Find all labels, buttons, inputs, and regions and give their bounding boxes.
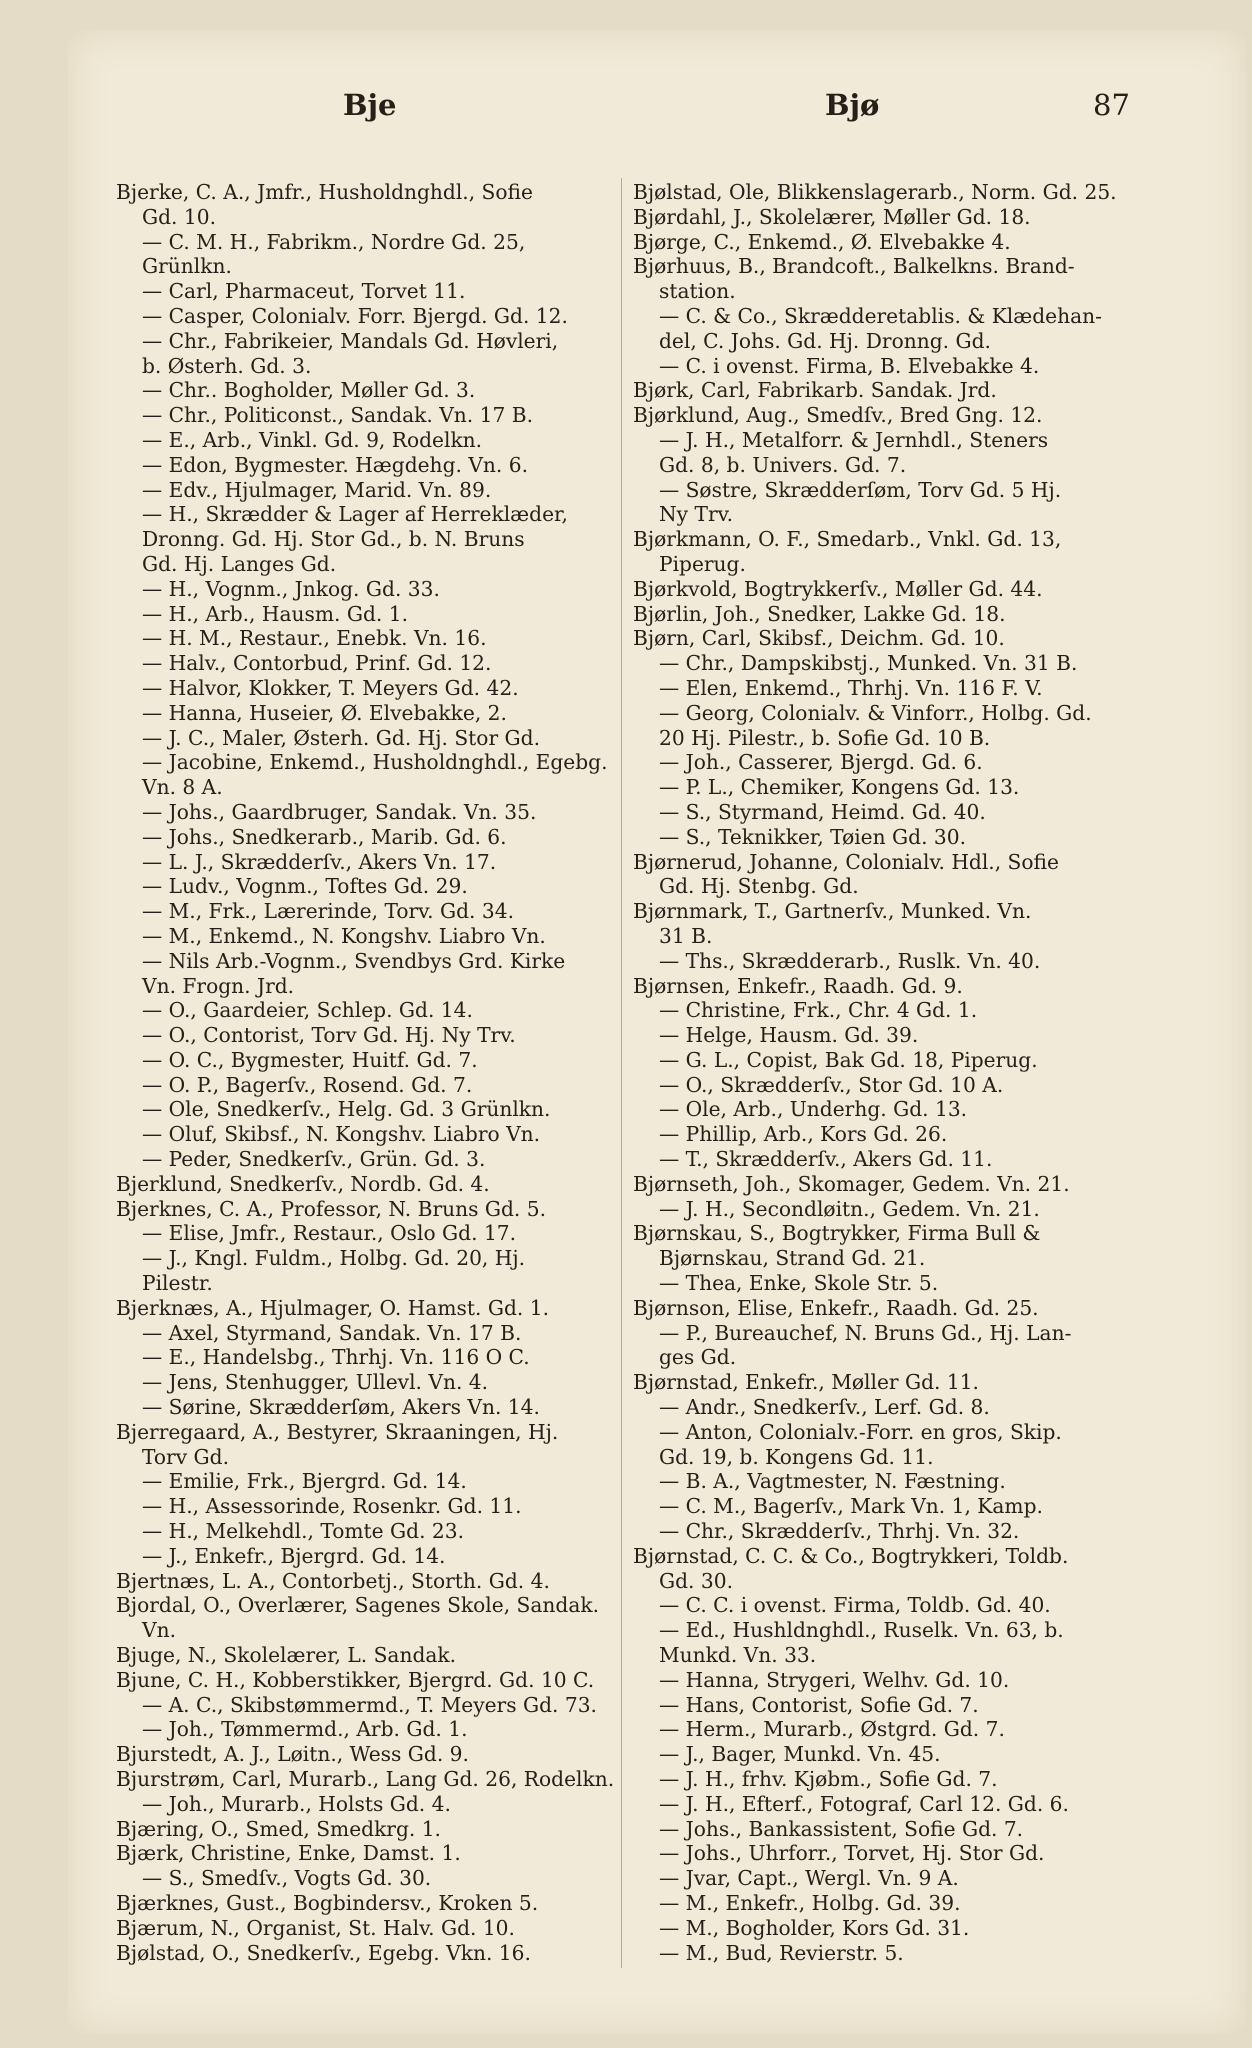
- directory-entry-line: — J. C., Maler, Østerh. Gd. Hj. Stor Gd.: [142, 725, 540, 750]
- directory-entry-line: — Chr., Skrædderſv., Thrhj. Vn. 32.: [659, 1519, 1020, 1544]
- directory-entry-line: Bjølstad, Ole, Blikkenslagerarb., Norm. Gd. 25.: [633, 180, 1117, 204]
- directory-entry-line: Dronng. Gd. Hj. Stor Gd., b. N. Bruns: [142, 527, 525, 552]
- directory-entry-line: — B. A., Vagtmester, N. Fæstning.: [659, 1469, 1006, 1494]
- directory-entry-line: — Emilie, Frk., Bjergrd. Gd. 14.: [142, 1469, 467, 1494]
- directory-entry-line: — C. i ovenst. Firma, B. Elvebakke 4.: [659, 353, 1040, 378]
- directory-entry-line: — Nils Arb.-Vognm., Svendbys Grd. Kirke: [142, 948, 566, 973]
- directory-entry-line: Bjølstad, O., Snedkerſv., Egebg. Vkn. 16.: [116, 1940, 531, 1965]
- directory-entry-line: Bjæring, O., Smed, Smedkrg. 1.: [116, 1816, 441, 1841]
- directory-entry-line: — G. L., Copist, Bak Gd. 18, Piperug.: [659, 1047, 1038, 1072]
- directory-entry-line: Bjørnskau, Strand Gd. 21.: [659, 1246, 926, 1271]
- directory-entry-line: Pilestr.: [142, 1271, 213, 1296]
- directory-entry-line: — Jvar, Capt., Wergl. Vn. 9 A.: [659, 1866, 959, 1891]
- directory-entry-line: Torv Gd.: [142, 1444, 229, 1469]
- directory-entry-line: Gd. 10.: [142, 204, 216, 229]
- directory-entry-line: 20 Hj. Pilestr., b. Sofie Gd. 10 B.: [659, 725, 991, 750]
- directory-entry-line: — C. M., Bagerſv., Mark Vn. 1, Kamp.: [659, 1494, 1043, 1519]
- directory-entry-line: — Johs., Bankassistent, Sofie Gd. 7.: [659, 1816, 1024, 1841]
- directory-page: [68, 30, 1246, 2034]
- directory-entry-line: — Andr., Snedkerſv., Lerf. Gd. 8.: [659, 1395, 990, 1420]
- directory-entry-line: — M., Enkefr., Holbg. Gd. 39.: [659, 1890, 961, 1915]
- page-header: [68, 88, 1246, 138]
- directory-entry-line: Bjærknes, Gust., Bogbindersv., Kroken 5.: [116, 1890, 539, 1915]
- directory-entry-line: Bjerknæs, A., Hjulmager, O. Hamst. Gd. 1.: [116, 1295, 549, 1320]
- directory-entry-line: — Halv., Contorbud, Prinf. Gd. 12.: [142, 651, 492, 676]
- directory-entry-line: Bjærk, Christine, Enke, Damst. 1.: [116, 1841, 461, 1866]
- directory-entry-line: Bjertnæs, L. A., Contorbetj., Storth. Gd. 4.: [116, 1568, 550, 1593]
- directory-entry-line: Bjerke, C. A., Jmfr., Husholdnghdl., Sofie: [116, 180, 533, 204]
- directory-entry-line: 31 B.: [659, 923, 713, 948]
- directory-entry-line: — Georg, Colonialv. & Vinforr., Holbg. Gd.: [659, 700, 1092, 725]
- directory-entry-line: Bjørnerud, Johanne, Colonialv. Hdl., Sofie: [633, 849, 1059, 874]
- directory-entry-line: Vn.: [142, 1618, 176, 1643]
- directory-entry-line: — Helge, Hausm. Gd. 39.: [659, 1023, 919, 1048]
- directory-entry-line: — M., Enkemd., N. Kongshv. Liabro Vn.: [142, 923, 546, 948]
- directory-entry-line: — C. C. i ovenst. Firma, Toldb. Gd. 40.: [659, 1593, 1051, 1618]
- directory-entry-line: — Joh., Casserer, Bjergd. Gd. 6.: [659, 750, 983, 775]
- directory-entry-line: — H., Melkehdl., Tomte Gd. 23.: [142, 1519, 465, 1544]
- directory-entry-line: Bjuge, N., Skolelærer, L. Sandak.: [116, 1643, 457, 1668]
- directory-entry-line: — Ludv., Vognm., Toftes Gd. 29.: [142, 874, 468, 899]
- directory-entry-line: — Ole, Arb., Underhg. Gd. 13.: [659, 1097, 968, 1122]
- directory-entry-line: — S., Smedſv., Vogts Gd. 30.: [142, 1866, 432, 1891]
- directory-entry-line: — H., Assessorinde, Rosenkr. Gd. 11.: [142, 1494, 522, 1519]
- directory-entry-line: Bjørk, Carl, Fabrikarb. Sandak. Jrd.: [633, 378, 997, 403]
- directory-entry-line: — O. C., Bygmester, Huitf. Gd. 7.: [142, 1047, 478, 1072]
- directory-entry-line: — O., Skrædderſv., Stor Gd. 10 A.: [659, 1072, 1004, 1097]
- directory-entry-line: — P., Bureauchef, N. Bruns Gd., Hj. Lan-: [659, 1320, 1072, 1345]
- directory-entry-line: — Johs., Uhrforr., Torvet, Hj. Stor Gd.: [659, 1841, 1045, 1866]
- directory-entry-line: Bjørge, C., Enkemd., Ø. Elvebakke 4.: [633, 229, 1011, 254]
- directory-entry-line: Bjørnstad, C. C. & Co., Bogtrykkeri, Toldb.: [633, 1543, 1069, 1568]
- directory-entry-line: — Hans, Contorist, Sofie Gd. 7.: [659, 1692, 979, 1717]
- directory-entry-line: — J. H., Efterf., Fotograf, Carl 12. Gd. 6.: [659, 1791, 1069, 1816]
- directory-entry-line: — H., Vognm., Jnkog. Gd. 33.: [142, 576, 440, 601]
- directory-entry-line: — A. C., Skibstømmermd., T. Meyers Gd. 73.: [142, 1692, 597, 1717]
- directory-entry-line: — Søstre, Skrædderſøm, Torv Gd. 5 Hj.: [659, 477, 1062, 502]
- directory-entry-line: — Chr., Fabrikeier, Mandals Gd. Høvleri,: [142, 328, 559, 353]
- directory-entry-line: Bjørnstad, Enkefr., Møller Gd. 11.: [633, 1370, 979, 1395]
- directory-entry-line: Vn. 8 A.: [142, 775, 223, 800]
- directory-entry-line: — Joh., Murarb., Holsts Gd. 4.: [142, 1791, 451, 1816]
- directory-entry-line: — J. H., Secondløitn., Gedem. Vn. 21.: [659, 1196, 1040, 1221]
- directory-entry-line: — J. H., Metalforr. & Jernhdl., Steners: [659, 427, 1049, 452]
- directory-entry-line: — Casper, Colonialv. Forr. Bjergd. Gd. 12.: [142, 303, 568, 328]
- directory-entry-line: — Elen, Enkemd., Thrhj. Vn. 116 F. V.: [659, 675, 1043, 700]
- directory-entry-line: Piperug.: [659, 551, 746, 576]
- directory-entry-line: Bjerklund, Snedkerſv., Nordb. Gd. 4.: [116, 1171, 490, 1196]
- directory-entry-line: — Johs., Snedkerarb., Marib. Gd. 6.: [142, 824, 507, 849]
- directory-entry-line: — Hanna, Strygeri, Welhv. Gd. 10.: [659, 1667, 1010, 1692]
- directory-entry-line: — H., Skrædder & Lager af Herreklæder,: [142, 502, 568, 527]
- directory-entry-line: del, C. Johs. Gd. Hj. Dronng. Gd.: [659, 328, 991, 353]
- directory-entry-line: — Ole, Snedkerſv., Helg. Gd. 3 Grünlkn.: [142, 1097, 551, 1122]
- directory-entry-line: Gd. Hj. Stenbg. Gd.: [659, 874, 859, 899]
- directory-entry-line: station.: [659, 279, 736, 304]
- directory-entry-line: — T., Skrædderſv., Akers Gd. 11.: [659, 1147, 993, 1172]
- directory-entry-line: — Sørine, Skrædderſøm, Akers Vn. 14.: [142, 1395, 540, 1420]
- directory-entry-line: — Halvor, Klokker, T. Meyers Gd. 42.: [142, 675, 519, 700]
- directory-entry-line: — P. L., Chemiker, Kongens Gd. 13.: [659, 775, 1020, 800]
- directory-entry-line: Gd. Hj. Langes Gd.: [142, 551, 337, 576]
- directory-entry-line: Bjørnson, Elise, Enkefr., Raadh. Gd. 25.: [633, 1295, 1039, 1320]
- directory-entry-line: Munkd. Vn. 33.: [659, 1643, 817, 1668]
- directory-entry-line: — Joh., Tømmermd., Arb. Gd. 1.: [142, 1717, 468, 1742]
- directory-entry-line: — H., Arb., Hausm. Gd. 1.: [142, 601, 408, 626]
- directory-entry-line: Bjørnskau, S., Bogtrykker, Firma Bull &: [633, 1221, 1041, 1246]
- directory-entry-line: Bjørklund, Aug., Smedſv., Bred Gng. 12.: [633, 403, 1043, 428]
- directory-entry-line: — Johs., Gaardbruger, Sandak. Vn. 35.: [142, 799, 537, 824]
- directory-entry-line: — Christine, Frk., Chr. 4 Gd. 1.: [659, 998, 978, 1023]
- directory-entry-line: — O. P., Bagerſv., Rosend. Gd. 7.: [142, 1072, 473, 1097]
- directory-entry-line: — Chr., Politiconst., Sandak. Vn. 17 B.: [142, 403, 533, 428]
- directory-entry-line: — O., Gaardeier, Schlep. Gd. 14.: [142, 998, 473, 1023]
- directory-entry-line: Bjærum, N., Organist, St. Halv. Gd. 10.: [116, 1915, 515, 1940]
- directory-entry-line: Bjurstrøm, Carl, Murarb., Lang Gd. 26, Rodelkn.: [116, 1767, 615, 1791]
- directory-entry-line: — Edv., Hjulmager, Marid. Vn. 89.: [142, 477, 492, 502]
- header-left-keyword: Bje: [343, 88, 397, 122]
- directory-entry-line: Bjørdahl, J., Skolelærer, Møller Gd. 18.: [633, 204, 1031, 229]
- directory-entry-line: ges Gd.: [659, 1345, 737, 1370]
- directory-entry-line: — J., Enkefr., Bjergrd. Gd. 14.: [142, 1543, 446, 1568]
- directory-entry-line: Vn. Frogn. Jrd.: [142, 973, 295, 998]
- directory-entry-line: Gd. 8, b. Univers. Gd. 7.: [659, 452, 907, 477]
- directory-entry-line: Bjerregaard, A., Bestyrer, Skraaningen, Hj.: [116, 1419, 559, 1444]
- directory-entry-line: Grünlkn.: [142, 254, 232, 279]
- directory-entry-line: Bjørlin, Joh., Snedker, Lakke Gd. 18.: [633, 601, 1006, 626]
- directory-entry-line: Bjørhuus, B., Brandcoft., Balkelkns. Brand-: [633, 254, 1075, 279]
- directory-entry-line: — Herm., Murarb., Østgrd. Gd. 7.: [659, 1717, 1005, 1742]
- directory-entry-line: — J., Kngl. Fuldm., Holbg. Gd. 20, Hj.: [142, 1246, 526, 1271]
- directory-entry-line: — E., Handelsbg., Thrhj. Vn. 116 O C.: [142, 1345, 530, 1370]
- directory-entry-line: Bjørnmark, T., Gartnerſv., Munked. Vn.: [633, 899, 1032, 924]
- directory-entry-line: Bjerknes, C. A., Professor, N. Bruns Gd. 5.: [116, 1196, 547, 1221]
- left-column: [116, 180, 616, 1965]
- directory-entry-line: — S., Teknikker, Tøien Gd. 30.: [659, 824, 967, 849]
- directory-entry-line: Bjordal, O., Overlærer, Sagenes Skole, Sandak.: [116, 1593, 599, 1618]
- directory-entry-line: — Ths., Skrædderarb., Ruslk. Vn. 40.: [659, 948, 1041, 973]
- directory-entry-line: Bjørkmann, O. F., Smedarb., Vnkl. Gd. 13,: [633, 527, 1062, 552]
- directory-entry-line: — E., Arb., Vinkl. Gd. 9, Rodelkn.: [142, 427, 483, 452]
- directory-entry-line: — Chr.. Bogholder, Møller Gd. 3.: [142, 378, 476, 403]
- directory-entry-line: — C. M. H., Fabrikm., Nordre Gd. 25,: [142, 229, 526, 254]
- right-column: [633, 180, 1153, 1965]
- column-divider: [621, 178, 622, 1968]
- directory-entry-line: — Elise, Jmfr., Restaur., Oslo Gd. 17.: [142, 1221, 517, 1246]
- directory-entry-line: Gd. 30.: [659, 1568, 733, 1593]
- directory-entry-line: — Ed., Hushldnghdl., Ruselk. Vn. 63, b.: [659, 1618, 1064, 1643]
- directory-entry-line: — O., Contorist, Torv Gd. Hj. Ny Trv.: [142, 1023, 516, 1048]
- directory-entry-line: Bjørnsen, Enkefr., Raadh. Gd. 9.: [633, 973, 963, 998]
- directory-entry-line: Bjørkvold, Bogtrykkerſv., Møller Gd. 44.: [633, 576, 1043, 601]
- directory-entry-line: — Peder, Snedkerſv., Grün. Gd. 3.: [142, 1147, 486, 1172]
- directory-entry-line: — M., Frk., Lærerinde, Torv. Gd. 34.: [142, 899, 514, 924]
- directory-entry-line: — J., Bager, Munkd. Vn. 45.: [659, 1742, 941, 1767]
- directory-entry-line: Bjørn, Carl, Skibsf., Deichm. Gd. 10.: [633, 626, 1005, 651]
- page-number: 87: [1093, 88, 1130, 122]
- header-right-keyword: Bjø: [825, 88, 880, 122]
- directory-entry-line: — Jacobine, Enkemd., Husholdnghdl., Egebg.: [142, 750, 608, 775]
- directory-entry-line: — H. M., Restaur., Enebk. Vn. 16.: [142, 626, 487, 651]
- directory-entry-line: — Hanna, Huseier, Ø. Elvebakke, 2.: [142, 700, 507, 725]
- directory-entry-line: — Anton, Colonialv.-Forr. en gros, Skip.: [659, 1419, 1062, 1444]
- directory-entry-line: — Phillip, Arb., Kors Gd. 26.: [659, 1122, 948, 1147]
- directory-entry-line: — S., Styrmand, Heimd. Gd. 40.: [659, 799, 986, 824]
- directory-entry-line: b. Østerh. Gd. 3.: [142, 353, 312, 378]
- directory-entry-line: Ny Trv.: [659, 502, 734, 527]
- directory-entry-line: Bjørnseth, Joh., Skomager, Gedem. Vn. 21.: [633, 1171, 1070, 1196]
- directory-entry-line: — M., Bud, Revierstr. 5.: [659, 1940, 904, 1965]
- directory-entry-line: Bjurstedt, A. J., Løitn., Wess Gd. 9.: [116, 1742, 469, 1767]
- directory-entry-line: — Axel, Styrmand, Sandak. Vn. 17 B.: [142, 1320, 522, 1345]
- directory-entry-line: Bjune, C. H., Kobberstikker, Bjergrd. Gd. 10 C.: [116, 1667, 595, 1692]
- directory-entry-line: — J. H., frhv. Kjøbm., Sofie Gd. 7.: [659, 1767, 998, 1791]
- directory-entry-line: — C. & Co., Skrædderetablis. & Klædehan-: [659, 303, 1102, 328]
- directory-entry-line: — L. J., Skrædderſv., Akers Vn. 17.: [142, 849, 497, 874]
- directory-entry-line: — Jens, Stenhugger, Ullevl. Vn. 4.: [142, 1370, 489, 1395]
- directory-entry-line: — Carl, Pharmaceut, Torvet 11.: [142, 279, 466, 304]
- directory-entry-line: — Edon, Bygmester. Hægdehg. Vn. 6.: [142, 452, 528, 477]
- directory-entry-line: — Thea, Enke, Skole Str. 5.: [659, 1271, 939, 1296]
- directory-entry-line: — Chr., Dampskibstj., Munked. Vn. 31 B.: [659, 651, 1078, 676]
- directory-entry-line: — Oluf, Skibsf., N. Kongshv. Liabro Vn.: [142, 1122, 541, 1147]
- directory-entry-line: Gd. 19, b. Kongens Gd. 11.: [659, 1444, 934, 1469]
- directory-entry-line: — M., Bogholder, Kors Gd. 31.: [659, 1915, 970, 1940]
